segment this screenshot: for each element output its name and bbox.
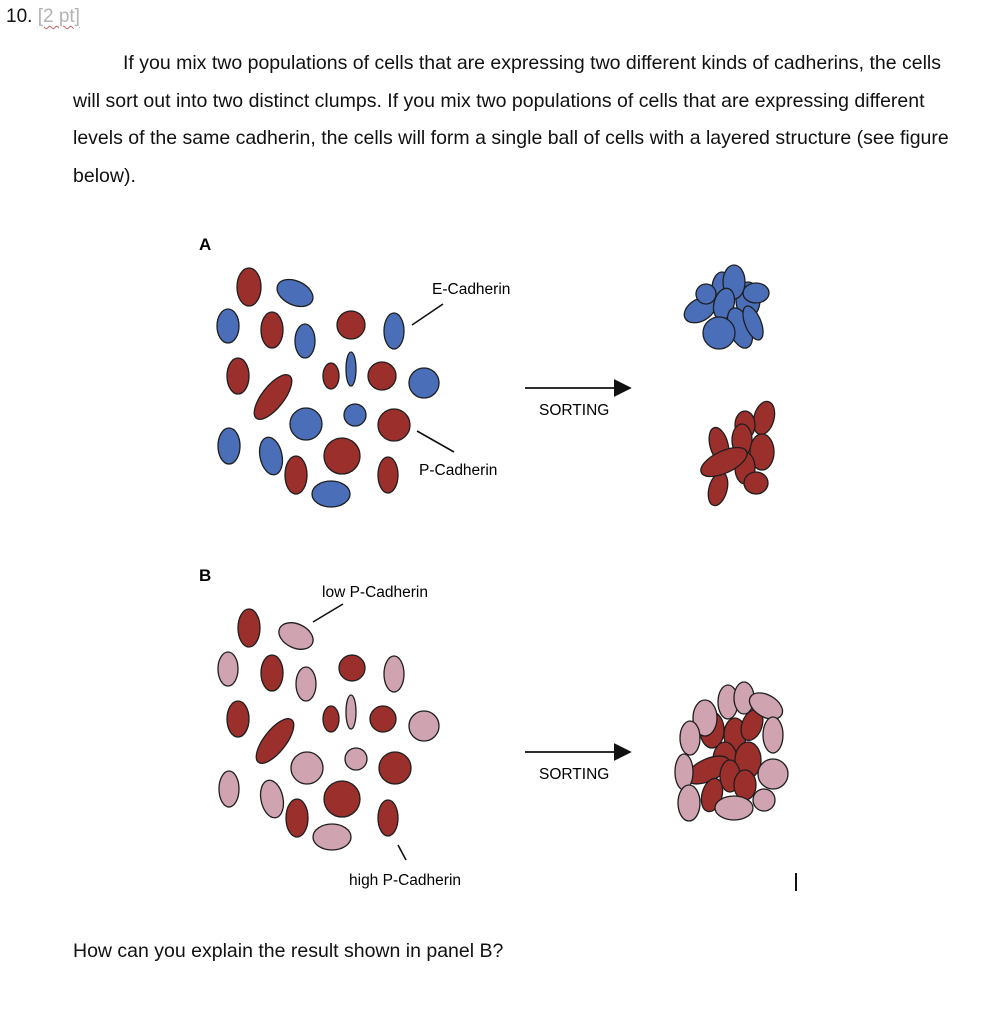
cell-low-p-cadherin: [715, 796, 753, 820]
cell-low-p-cadherin: [758, 759, 788, 789]
cell-e-cadherin: [312, 481, 350, 507]
cell-e-cadherin: [218, 428, 240, 464]
cell-high-p-cadherin: [378, 800, 398, 836]
low-p-cadherin-label: low P-Cadherin: [322, 584, 428, 601]
cell-low-p-cadherin: [219, 771, 239, 807]
cell-high-p-cadherin: [734, 770, 756, 800]
p-cadherin-clump: [697, 399, 778, 508]
panel-b-mixed-cells: [218, 609, 439, 850]
cell-high-p-cadherin: [286, 799, 308, 837]
cell-low-p-cadherin: [296, 667, 316, 701]
cell-high-p-cadherin: [339, 655, 365, 681]
cell-low-p-cadherin: [680, 721, 700, 755]
cell-high-p-cadherin: [323, 706, 339, 732]
cell-p-cadherin: [261, 312, 283, 348]
cell-e-cadherin: [696, 284, 716, 304]
question-intro-text: If you mix two populations of cells that are expressing two different kinds of cadherins, the cells will sort out into two distinct clumps. If you mix two populations of cells that are expressing different levels of the same cadherin, the cells will form a single ball of cells with a layered structure (see figure below).: [73, 52, 949, 187]
cell-low-p-cadherin: [384, 656, 404, 692]
cell-high-p-cadherin: [379, 752, 411, 784]
cell-p-cadherin: [337, 311, 365, 339]
cell-p-cadherin: [323, 363, 339, 389]
cell-high-p-cadherin: [370, 706, 396, 732]
e-cadherin-label: E-Cadherin: [432, 281, 511, 298]
cell-low-p-cadherin: [763, 717, 783, 753]
cell-p-cadherin: [324, 438, 360, 474]
cell-high-p-cadherin: [227, 701, 249, 737]
cell-low-p-cadherin: [257, 778, 286, 820]
panel-a-mixed-cells: [217, 268, 439, 507]
panel-a-label: A: [199, 235, 212, 254]
high-p-cadherin-label: high P-Cadherin: [349, 872, 462, 889]
e-cadherin-clump: [680, 265, 769, 351]
cell-low-p-cadherin: [291, 752, 323, 784]
cell-low-p-cadherin: [218, 652, 238, 686]
cell-low-p-cadherin: [678, 785, 700, 821]
cell-e-cadherin: [256, 435, 285, 477]
cell-low-p-cadherin: [409, 711, 439, 741]
layered-cell-ball: [675, 682, 788, 821]
cell-low-p-cadherin: [753, 789, 775, 811]
cell-e-cadherin: [290, 408, 322, 440]
cell-e-cadherin: [384, 313, 404, 349]
cell-low-p-cadherin: [346, 695, 356, 729]
cell-e-cadherin: [703, 317, 735, 349]
cell-p-cadherin: [368, 362, 396, 390]
cell-e-cadherin: [346, 352, 356, 386]
cell-low-p-cadherin: [345, 748, 367, 770]
panel-b-sorting-label: SORTING: [539, 766, 610, 783]
panel-b-label: B: [199, 566, 212, 585]
cell-p-cadherin: [227, 358, 249, 394]
cell-low-p-cadherin: [275, 618, 318, 655]
question-prompt: How can you explain the result shown in panel B?: [73, 940, 504, 962]
e-cadherin-pointer: [412, 304, 443, 325]
cell-high-p-cadherin: [238, 609, 260, 647]
cell-p-cadherin: [378, 457, 398, 493]
cell-e-cadherin: [409, 368, 439, 398]
cell-high-p-cadherin: [261, 655, 283, 691]
text-cursor: [795, 873, 797, 891]
cell-p-cadherin: [744, 472, 768, 494]
cell-p-cadherin: [285, 456, 307, 494]
low-p-cadherin-pointer: [313, 604, 343, 622]
question-points: [2 pt]: [37, 6, 80, 27]
cell-p-cadherin: [237, 268, 261, 306]
cell-e-cadherin: [217, 309, 239, 343]
high-p-cadherin-pointer: [398, 845, 406, 860]
question-number: 10.: [6, 6, 33, 27]
cell-e-cadherin: [295, 324, 315, 358]
cell-p-cadherin: [248, 369, 299, 425]
panel-a-sorting-label: SORTING: [539, 402, 610, 419]
p-cadherin-label: P-Cadherin: [419, 462, 498, 479]
p-cadherin-pointer: [417, 431, 454, 452]
cell-p-cadherin: [378, 409, 410, 441]
cell-e-cadherin: [273, 274, 318, 312]
cell-low-p-cadherin: [313, 824, 351, 850]
cell-e-cadherin: [344, 404, 366, 426]
cell-e-cadherin: [743, 283, 769, 303]
cell-high-p-cadherin: [324, 781, 360, 817]
